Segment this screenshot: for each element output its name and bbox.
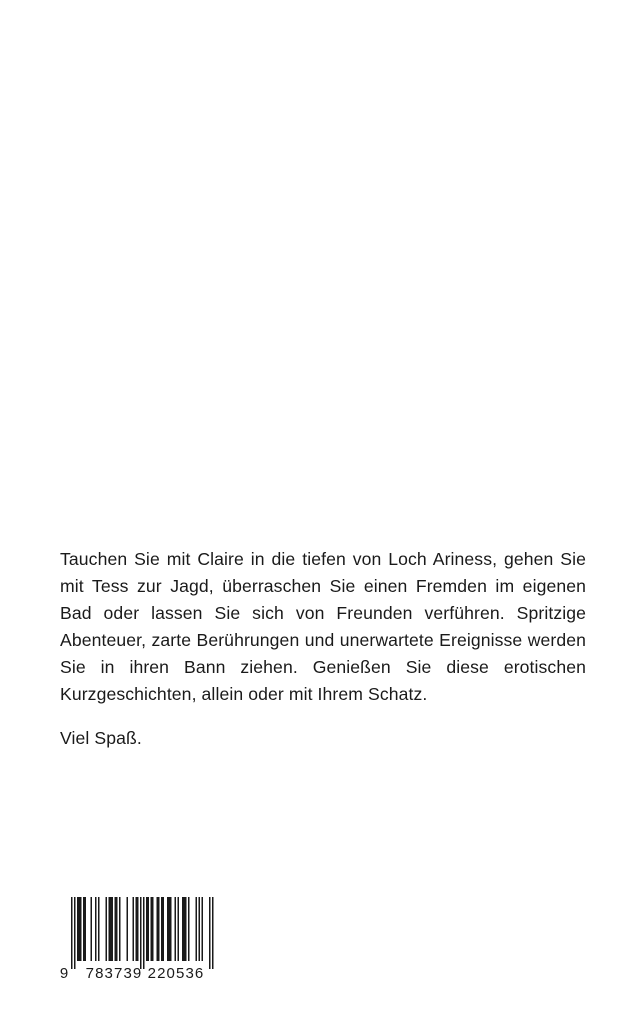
barcode-guard-bar [209, 897, 211, 969]
barcode-bars [71, 897, 214, 969]
barcode-graphic [58, 893, 222, 985]
barcode-left-digits: 783739 [85, 965, 143, 982]
barcode-bar [106, 897, 108, 961]
blurb-paragraph: Tauchen Sie mit Claire in die tiefen von Loch Ariness, gehen Sie mit Tess zur Jagd, überraschen Sie einen Fremden im eigenen Bad oder lassen Sie sich von Freunden verführen. Spritzige Abenteuer, zarte Berührungen und unerwartete Ereignisse werden Sie in ihren Bann ziehen. Genießen Sie diese erotischen Kurzgeschichten, allein oder mit Ihrem Schatz. [60, 549, 586, 704]
isbn-barcode [58, 893, 222, 985]
barcode-bar [79, 897, 81, 961]
barcode-bar [116, 897, 118, 961]
barcode-bar [110, 897, 112, 961]
barcode-bar [77, 897, 79, 961]
barcode-bar [85, 897, 87, 961]
barcode-bar [127, 897, 129, 961]
barcode-bar [170, 897, 172, 961]
barcode-bar [109, 897, 111, 961]
barcode-bar [136, 897, 138, 961]
barcode-bar [163, 897, 165, 961]
barcode-bar [83, 897, 85, 961]
barcode-bar [152, 897, 154, 961]
barcode-bar [182, 897, 184, 961]
barcode-bar [157, 897, 159, 961]
barcode-bar [199, 897, 201, 961]
barcode-bar [148, 897, 150, 961]
barcode-bar [161, 897, 163, 961]
barcode-bar [98, 897, 100, 961]
barcode-bar [167, 897, 169, 961]
barcode-bar [202, 897, 204, 961]
barcode-bar [112, 897, 114, 961]
barcode-guard-bar [143, 897, 145, 969]
barcode-guard-bar [212, 897, 214, 969]
barcode-bar [188, 897, 190, 961]
barcode-bar [137, 897, 139, 961]
barcode-bar [169, 897, 171, 961]
barcode-bar [158, 897, 160, 961]
barcode-bar [91, 897, 93, 961]
barcode-bar [185, 897, 187, 961]
barcode-bar [151, 897, 153, 961]
back-cover-blurb [60, 546, 586, 752]
barcode-bar [119, 897, 121, 961]
barcode-bar [178, 897, 180, 961]
barcode-guard-bar [140, 897, 142, 969]
barcode-lead-digit: 9 [59, 965, 69, 982]
barcode-bar [196, 897, 198, 961]
barcode-guard-bar [74, 897, 76, 969]
barcode-guard-bar [71, 897, 73, 969]
barcode-bar [80, 897, 82, 961]
barcode-bar [133, 897, 135, 961]
barcode-bar [175, 897, 177, 961]
closing-line: Viel Spaß. [60, 728, 142, 748]
barcode-bar [146, 897, 148, 961]
barcode-bar [95, 897, 97, 961]
barcode-bar [115, 897, 117, 961]
barcode-bar [184, 897, 186, 961]
barcode-right-digits: 220536 [147, 965, 205, 982]
